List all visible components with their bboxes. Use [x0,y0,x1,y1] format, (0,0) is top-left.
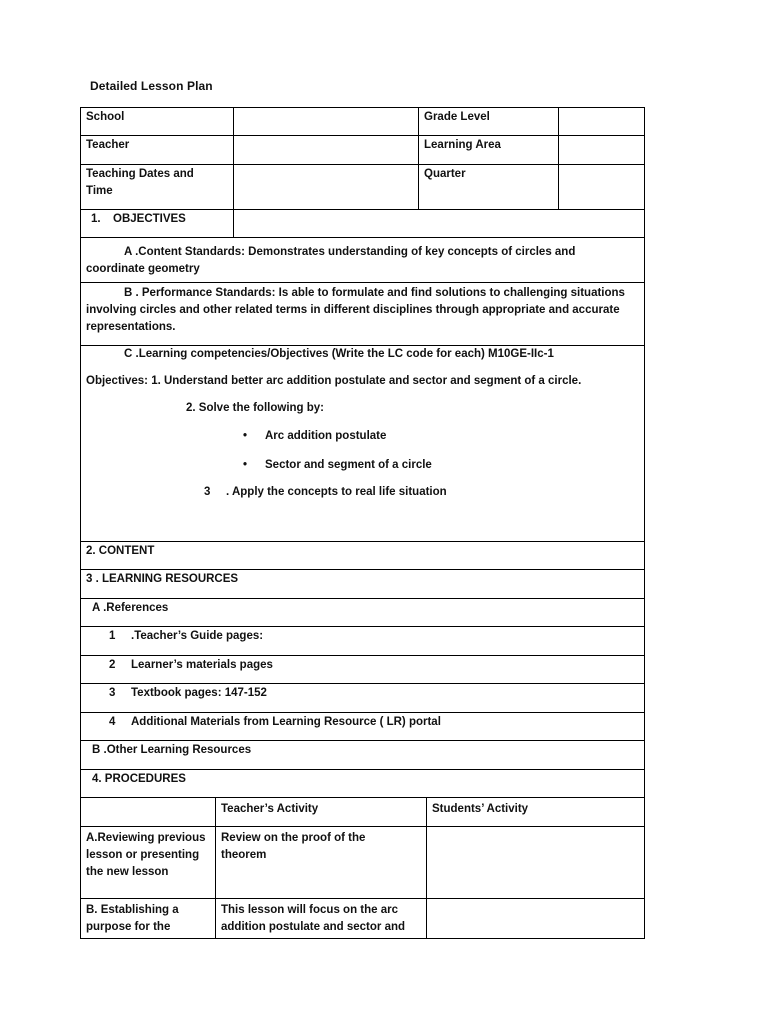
procedures-row [81,770,645,798]
competencies-text: C .Learning competencies/Objectives (Write the LC code for each) M10GE-IIc-1 [124,348,554,360]
dates-value [234,165,419,210]
other-resources [81,741,645,770]
procedure-students-activity [427,899,645,939]
teacher-activity-header: Teacher’s Activity [216,798,427,827]
content-standards-line1: A .Content Standards: Demonstrates understanding of key concepts of circles and [124,246,576,258]
performance-standards-row [81,283,645,346]
resource-item-1 [81,627,645,656]
performance-standards-line1: B . Performance Standards: Is able to formulate and find solutions to challenging situations [124,287,625,299]
teacher-activity-line: Review on the proof of the [221,832,366,844]
bullet-text-2: Sector and segment of a circle [265,459,432,471]
learning-area-label: Learning Area [419,136,559,165]
resource-item-row [81,627,645,656]
procedure-label-line: lesson or presenting [86,849,200,861]
procedure-label-line: purpose for the [86,921,171,933]
procedure-label [81,899,216,939]
resource-item-num: 4 [109,716,116,728]
learning-area-value [559,136,645,165]
resource-item-label: Textbook pages: 147-152 [131,687,267,699]
procedures-heading [81,770,645,798]
objectives-heading-blank [234,210,645,238]
procedures-table [80,797,645,939]
school-label: School [81,108,234,136]
objectives-heading-num: 1. [91,213,101,225]
objective-1: Objectives: 1. Understand better arc addition postulate and sector and segment of a circle. [86,375,582,387]
objective-3-num: 3 [204,486,211,498]
resources-heading: 3 . LEARNING RESOURCES [81,570,645,599]
objectives-heading-text: OBJECTIVES [113,213,186,225]
objective-2: 2. Solve the following by: [186,402,325,414]
quarter-value [559,165,645,210]
document-title: Detailed Lesson Plan [90,79,213,93]
resource-item-3 [81,684,645,713]
resource-item-row [81,684,645,713]
procedure-teacher-activity [216,827,427,899]
objective-3 [86,484,639,501]
lesson-plan-table [80,107,645,798]
objective-3-text: . Apply the concepts to real life situation [226,486,447,498]
content-heading: 2. CONTENT [81,542,645,570]
content-row [81,542,645,570]
school-value [234,108,419,136]
school-row [81,108,645,136]
grade-level-label: Grade Level [419,108,559,136]
teacher-activity-line: theorem [221,849,267,861]
procedure-row [81,827,645,899]
resource-item-row [81,656,645,684]
references-text: A .References [92,602,169,614]
bullet-item-1 [86,428,639,445]
bullet-text-1: Arc addition postulate [265,430,387,442]
dates-label-line1: Teaching Dates and [86,168,194,180]
teacher-row [81,136,645,165]
dates-label-line2: Time [86,185,113,197]
procedure-row [81,899,645,939]
performance-standards-line2: involving circles and other related terms in different disciplines through appropriate and accurate [86,304,620,316]
quarter-label: Quarter [419,165,559,210]
content-standards-row [81,238,645,283]
performance-standards [81,283,645,346]
dates-row [81,165,645,210]
bullet-dot-icon: • [243,430,248,442]
resource-item-label: Learner’s materials pages [131,659,273,671]
objectives-heading-row [81,210,645,238]
procedures-heading-text: 4. PROCEDURES [92,773,186,785]
procedure-teacher-activity [216,899,427,939]
dates-label [81,165,234,210]
procedure-label-line: A.Reviewing previous [86,832,206,844]
resource-item-row [81,713,645,741]
resource-item-4 [81,713,645,741]
teacher-activity-line: This lesson will focus on the arc [221,904,399,916]
students-activity-header: Students’ Activity [427,798,645,827]
content-standards-line2: coordinate geometry [86,263,200,275]
procedure-students-activity [427,827,645,899]
resources-row [81,570,645,599]
resource-item-label: .Teacher’s Guide pages: [131,630,264,642]
grade-level-value [559,108,645,136]
bullet-dot-icon: • [243,459,248,471]
teacher-activity-line: addition postulate and sector and [221,921,406,933]
procedures-header-row [81,798,645,827]
bullet-item-2 [86,457,639,474]
resource-item-num: 1 [109,630,116,642]
resource-item-num: 3 [109,687,116,699]
procedures-header-blank [81,798,216,827]
objectives-heading [81,210,234,238]
teacher-label: Teacher [81,136,234,165]
resource-item-num: 2 [109,659,116,671]
competencies-cell [81,346,645,542]
procedure-label-line: the new lesson [86,866,169,878]
performance-standards-line3: representations. [86,321,176,333]
resource-item-2 [81,656,645,684]
other-resources-row [81,741,645,770]
content-standards [81,238,645,283]
teacher-value [234,136,419,165]
other-resources-text: B .Other Learning Resources [92,744,252,756]
procedure-label [81,827,216,899]
procedure-label-line: B. Establishing a [86,904,179,916]
references-heading [81,599,645,627]
competencies-row [81,346,645,542]
resource-item-label: Additional Materials from Learning Resource ( LR) portal [131,716,441,728]
references-row [81,599,645,627]
